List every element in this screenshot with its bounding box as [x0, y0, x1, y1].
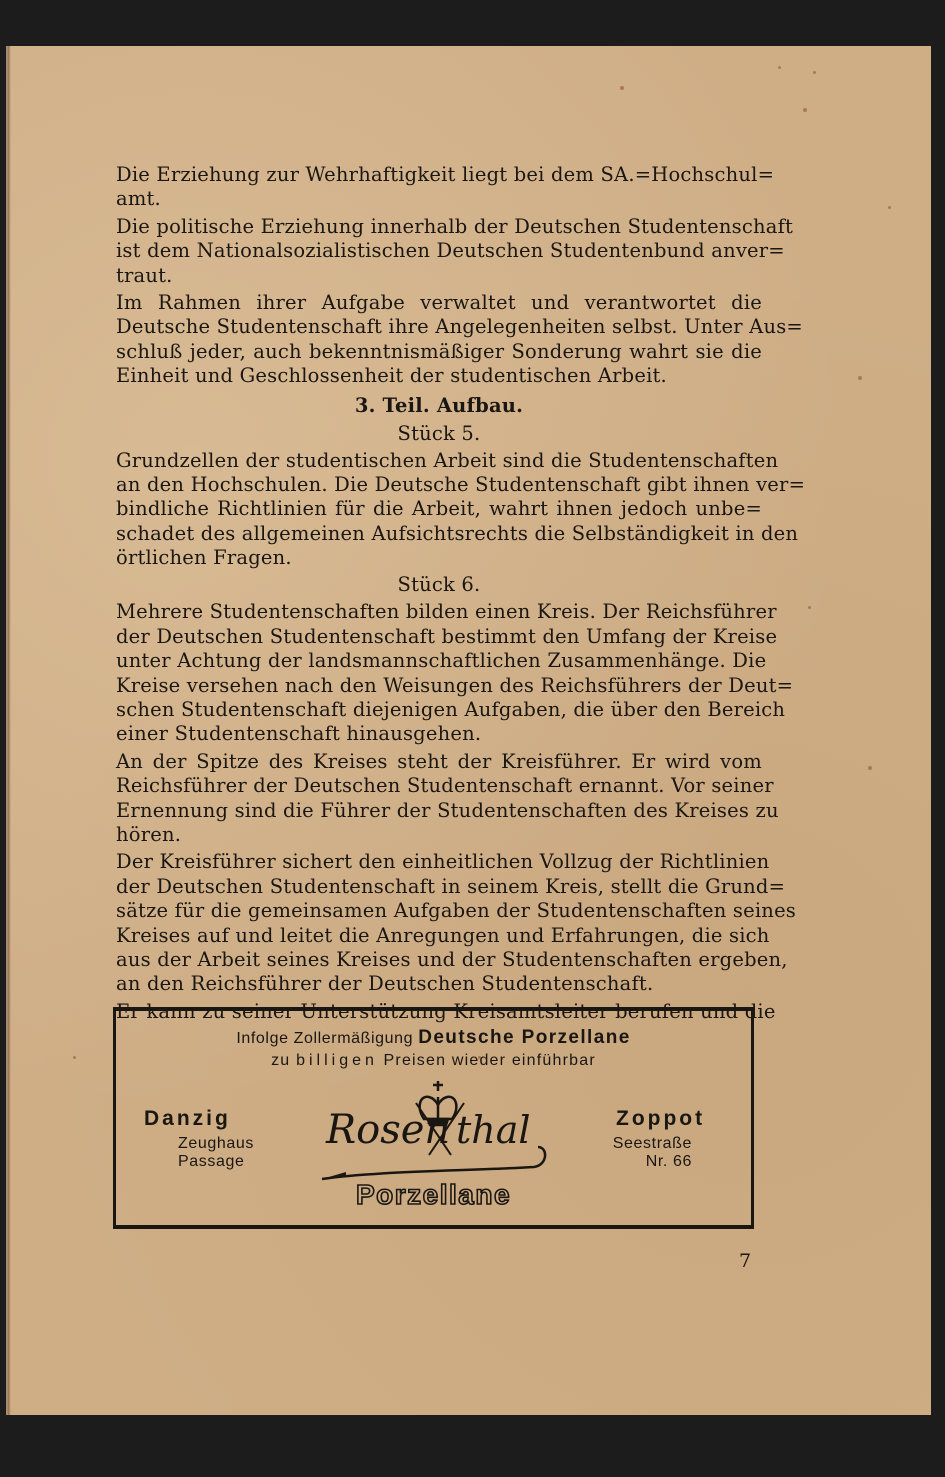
left-address-line: Zeughaus [178, 1135, 254, 1152]
product-word: Porzellane [355, 1179, 512, 1210]
text-line: Deutsche Studentenschaft ihre Angelegenheiten selbst. Unter Aus= [116, 315, 803, 339]
foxing-spot [778, 66, 781, 69]
text-line: bindliche Richtlinien für die Arbeit, wahrt ihnen jedoch unbe= [116, 497, 762, 521]
text-line: der Deutschen Studentenschaft in seinem Kreis, stellt die Grund= [116, 874, 786, 898]
ad-subheadline [116, 1052, 751, 1070]
paragraph-kreisfuehrer [116, 749, 779, 848]
text-line: an den Hochschulen. Die Deutsche Studentenschaft gibt ihnen ver= [116, 472, 806, 496]
right-city: Zoppot [616, 1107, 706, 1130]
left-city: Danzig [144, 1107, 231, 1130]
foxing-spot [868, 766, 872, 770]
right-address [582, 1135, 692, 1171]
paragraph-vollzug [116, 850, 797, 996]
stueck-6-heading: Stück 6. [397, 573, 481, 597]
text-line: schadet des allgemeinen Aufsichtsrechts die Selbständigkeit in den [116, 521, 799, 545]
text-line: amt. [116, 187, 161, 211]
text-line: der Deutschen Studentenschaft bestimmt den Umfang der Kreise [116, 624, 778, 648]
text-line: hören. [116, 822, 182, 846]
text-line: Mehrere Studentenschaften bilden einen Kreis. Der Reichsführer [116, 600, 777, 624]
text-line: Die Erziehung zur Wehrhaftigkeit liegt bei dem SA.=Hochschul= [116, 163, 775, 186]
text-line: Der Kreisführer sichert den einheitlichen Vollzug der Richtlinien [116, 850, 770, 874]
text-line: Kreises auf und leitet die Anregungen und Erfahrungen, die sich [116, 923, 770, 947]
left-address-line: Passage [178, 1153, 245, 1170]
foxing-spot [73, 1056, 76, 1059]
text-line: einer Studentenschaft hinausgehen. [116, 722, 482, 746]
advertisement-box [113, 1007, 754, 1229]
left-address [178, 1135, 254, 1171]
text-line: aus der Arbeit seines Kreises und der Studentenschaften ergeben, [116, 947, 788, 971]
foxing-spot [620, 86, 624, 90]
section-heading: 3. Teil. Aufbau. [354, 393, 524, 417]
text-line: Kreise versehen nach den Weisungen des Reichsführers der Deut= [116, 673, 794, 697]
text-line: Ernennung sind die Führer der Studentenschaften des Kreises zu [116, 798, 779, 822]
page-spine-shadow [8, 46, 11, 1415]
paragraph-stueck-5 [116, 448, 806, 571]
paragraph-kreise [116, 600, 794, 746]
text-line: Grundzellen der studentischen Arbeit sind die Studentenschaften [116, 448, 779, 472]
text-line: An der Spitze des Kreises steht der Kreisführer. Er wird vom [116, 749, 762, 773]
ad-subheadline-suffix: Preisen wieder einführbar [383, 1052, 596, 1069]
text-line: schluß jeder, auch bekenntnismäßiger Sonderung wahrt sie die [116, 339, 762, 363]
ad-headline-prefix: Infolge Zollermäßigung [236, 1030, 414, 1047]
ad-headline-emphasis: Deutsche Porzellane [418, 1027, 631, 1048]
paragraph-politische-erziehung [116, 214, 794, 288]
ad-subheadline-spaced: billigen [296, 1052, 378, 1069]
right-address-line: Seestraße [612, 1135, 692, 1152]
text-line: ist dem Nationalsozialistischen Deutschen Studentenbund anver= [116, 239, 785, 263]
paragraph-selbstverwaltung [116, 290, 803, 389]
text-line: Er kann zu seiner Unterstützung Kreisamtsleiter berufen und die [116, 999, 776, 1023]
book-page [6, 46, 931, 1415]
body-text [116, 163, 806, 1024]
foxing-spot [813, 71, 816, 74]
logo-rosen: Rosen [326, 1107, 451, 1153]
text-line: Einheit und Geschlossenheit der studentischen Arbeit. [116, 364, 667, 388]
stueck-5-heading: Stück 5. [397, 421, 481, 445]
foxing-spot [803, 108, 807, 112]
text-line: traut. [116, 263, 173, 287]
logo-thal: thal [456, 1108, 531, 1152]
text-line: Im Rahmen ihrer Aufgabe verwaltet und verantwortet die [116, 290, 762, 314]
text-line: an den Reichsführer der Deutschen Studentenschaft. [116, 972, 654, 996]
text-line: Reichsführer der Deutschen Studentenschaft ernannt. Vor seiner [116, 774, 774, 798]
foxing-spot [888, 206, 891, 209]
rosenthal-logo [316, 1077, 556, 1187]
foxing-spot [858, 376, 862, 380]
text-line: örtlichen Fragen. [116, 546, 292, 570]
ad-headline [116, 1027, 751, 1049]
paragraph-wehrhaftigkeit [116, 163, 775, 212]
ad-subheadline-prefix: zu [271, 1052, 291, 1069]
text-line: Die politische Erziehung innerhalb der Deutschen Studentenschaft [116, 214, 794, 238]
text-line: schen Studentenschaft diejenigen Aufgaben, die über den Bereich [116, 698, 786, 722]
text-line: unter Achtung der landsmannschaftlichen Zusammenhänge. Die [116, 649, 767, 673]
right-address-line: Nr. 66 [645, 1153, 692, 1170]
text-line: sätze für die gemeinsamen Aufgaben der Studentenschaften seines [116, 899, 797, 923]
foxing-spot [808, 606, 811, 609]
page-number: 7 [739, 1250, 752, 1272]
